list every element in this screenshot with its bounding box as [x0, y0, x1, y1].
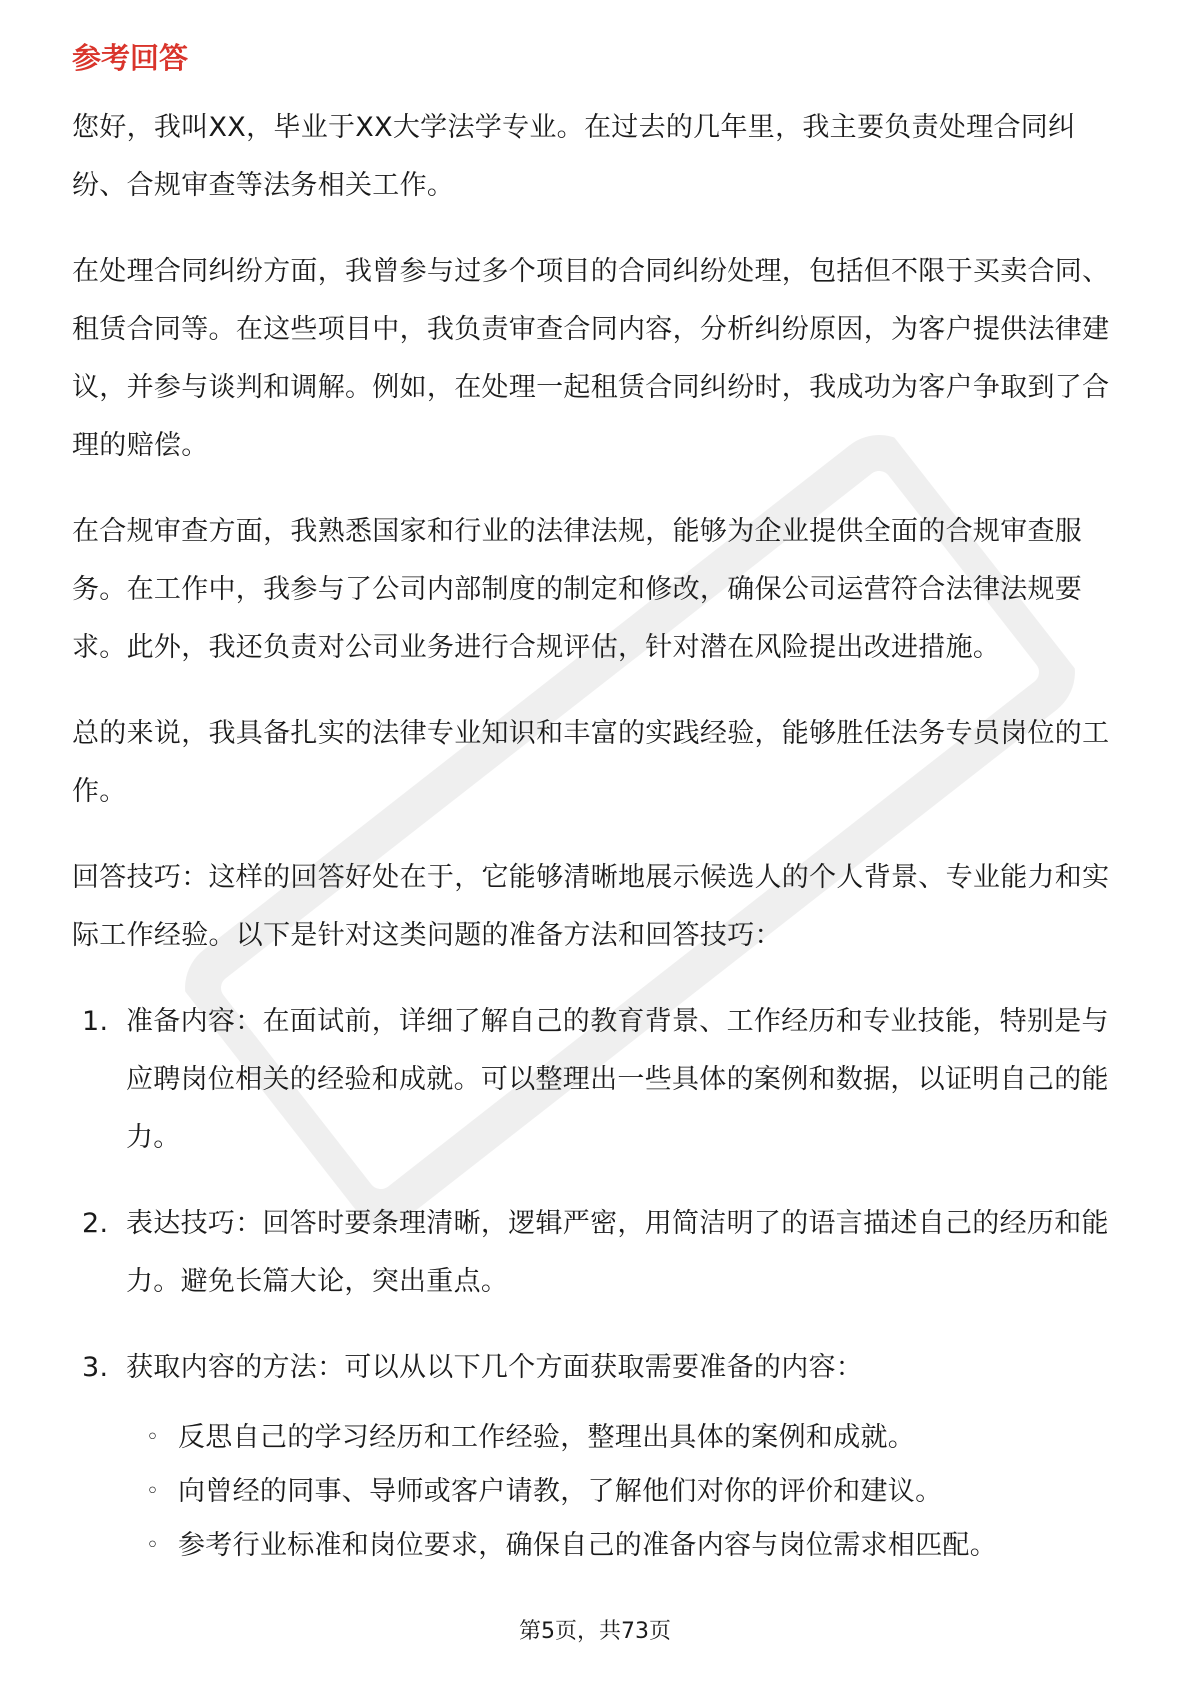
paragraph-answer-tips: 回答技巧：这样的回答好处在于，它能够清晰地展示候选人的个人背景、专业能力和实际工作经验。以下是针对这类问题的准备方法和回答技巧：: [72, 861, 1110, 951]
list-number: 1.: [82, 1005, 109, 1037]
sub-list-item-text: 反思自己的学习经历和工作经验，整理出具体的案例和成就。: [178, 1421, 916, 1453]
page-footer: 第5页，共73页: [519, 1619, 671, 1644]
tips-list-item: [72, 1195, 1122, 1311]
main-content: [72, 38, 1122, 1601]
list-item-text: 表达技巧：回答时要条理清晰，逻辑严密，用简洁明了的语言描述自己的经历和能力。避免长篇大论，突出重点。: [126, 1207, 1109, 1297]
sub-list-item-text: 向曾经的同事、导师或客户请教，了解他们对你的评价和建议。: [178, 1475, 943, 1507]
list-item-text: 获取内容的方法：可以从以下几个方面获取需要准备的内容：: [126, 1351, 864, 1383]
bullet-icon: ◦: [146, 1478, 160, 1504]
bullet-icon: ◦: [146, 1424, 160, 1450]
sub-list-item: [126, 1519, 1122, 1573]
paragraph-summary: 总的来说，我具备扎实的法律专业知识和丰富的实践经验，能够胜任法务专员岗位的工作。: [72, 717, 1110, 807]
list-number: 2.: [82, 1207, 109, 1239]
tips-list: [72, 993, 1122, 1573]
list-number: 3.: [82, 1351, 109, 1383]
tips-list-item: [72, 1339, 1122, 1573]
paragraph-intro: 您好，我叫XX，毕业于XX大学法学专业。在过去的几年里，我主要负责处理合同纠纷、合规审查等法务相关工作。: [72, 111, 1076, 201]
sub-list-item: [126, 1465, 1122, 1519]
section-title: 参考回答: [72, 41, 189, 75]
paragraph-compliance: 在合规审查方面，我熟悉国家和行业的法律法规，能够为企业提供全面的合规审查服务。在工作中，我参与了公司内部制度的制定和修改，确保公司运营符合法律法规要求。此外，我还负责对公司业务进行合规评估，针对潜在风险提出改进措施。: [72, 515, 1083, 663]
tips-list-item: [72, 993, 1122, 1167]
list-item-text: 准备内容：在面试前，详细了解自己的教育背景、工作经历和专业技能，特别是与应聘岗位相关的经验和成就。可以整理出一些具体的案例和数据，以证明自己的能力。: [126, 1005, 1109, 1153]
sub-list: [126, 1411, 1122, 1573]
bullet-icon: ◦: [146, 1532, 160, 1558]
paragraph-contract-disputes: 在处理合同纠纷方面，我曾参与过多个项目的合同纠纷处理，包括但不限于买卖合同、租赁合同等。在这些项目中，我负责审查合同内容，分析纠纷原因，为客户提供法律建议，并参与谈判和调解。例如，在处理一起租赁合同纠纷时，我成功为客户争取到了合理的赔偿。: [72, 255, 1110, 461]
sub-list-item-text: 参考行业标准和岗位要求，确保自己的准备内容与岗位需求相匹配。: [178, 1529, 997, 1561]
sub-list-item: [126, 1411, 1122, 1465]
